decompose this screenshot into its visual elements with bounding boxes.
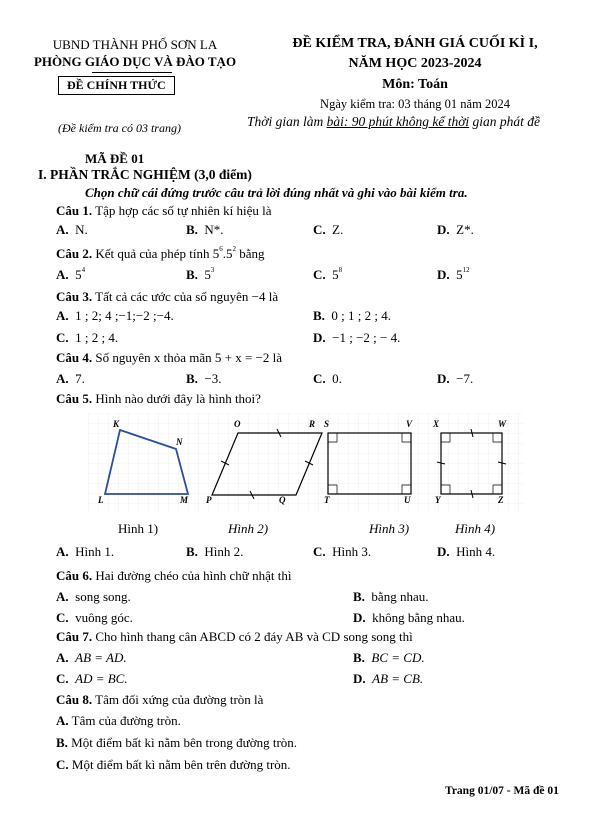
q8-option-c: C. Một điểm bất kì nằm bên trên đường tròn. xyxy=(56,757,291,772)
org-line2 xyxy=(20,54,250,70)
page-note: (Đề kiểm tra có 03 trang) xyxy=(58,121,181,135)
label-W: W xyxy=(498,419,507,429)
time-suffix: gian phát đề xyxy=(469,114,541,129)
q8-option-b: B. Một điểm bất kì nằm bên trong đường tròn. xyxy=(56,735,298,750)
q6-option-a: A. song song. xyxy=(56,589,131,604)
q1-option-b: B. N*. xyxy=(186,222,224,237)
q5-option-b: B. Hình 2. xyxy=(186,544,244,559)
org-line2-text: PHÒNG GIÁO DỤC VÀ ĐÀO TẠO xyxy=(33,54,237,69)
time-prefix: Thời gian làm xyxy=(247,114,327,129)
q8-label: Câu 8. xyxy=(56,692,93,707)
label-P: P xyxy=(206,495,212,505)
q1-option-d: D. Z*. xyxy=(437,222,474,237)
q5-option-c: C. Hình 3. xyxy=(313,544,372,559)
label-Q: Q xyxy=(279,495,286,505)
q8-stem: Câu 8. Tâm đối xứng của đường tròn là xyxy=(56,692,264,707)
q5-figures xyxy=(88,413,524,513)
section-title: I. PHẦN TRẮC NGHIỆM (3,0 điểm) xyxy=(38,167,252,182)
q5-option-a: A. Hình 1. xyxy=(56,544,115,559)
label-T: T xyxy=(324,495,330,505)
q6-stem: Câu 6. Hai đường chéo của hình chữ nhật thì xyxy=(56,568,292,583)
q2-stem: Câu 2. Kết quả của phép tính $5^6.5^2$ bằng xyxy=(56,245,265,261)
q2-option-a: A. $5^4$ xyxy=(56,266,86,282)
label-V: V xyxy=(406,419,413,429)
q6-option-c: C. vuông góc. xyxy=(56,610,133,625)
q3-option-c: C. 1 ; 2 ; 4. xyxy=(56,330,119,345)
label-L: L xyxy=(98,495,104,505)
q5-label: Câu 5. xyxy=(56,391,93,406)
q3-stem: Câu 3. Tất cả các ước của số nguyên −4 là xyxy=(56,289,279,304)
q1-option-c: C. Z. xyxy=(313,222,344,237)
q6-option-b: B. bằng nhau. xyxy=(353,589,429,604)
subject: Môn: Toán xyxy=(382,77,448,92)
q4-stem: Câu 4. Số nguyên x thỏa mãn 5 + x = −2 là xyxy=(56,350,283,365)
q1-label: Câu 1. xyxy=(56,203,93,218)
label-O: O xyxy=(234,419,241,429)
caption-figure-1: Hình 1) xyxy=(118,521,159,536)
q7-stem: Câu 7. Cho hình thang cân ABCD có 2 đáy AB và CD song song thì xyxy=(56,629,413,644)
q4-label: Câu 4. xyxy=(56,350,93,365)
q6-option-d: D. không bằng nhau. xyxy=(353,610,465,625)
org-underline xyxy=(92,72,172,73)
q1-text: Tập hợp các số tự nhiên kí hiệu là xyxy=(92,203,272,218)
q7-option-a: A. AB = AD. xyxy=(56,650,127,665)
page-footer: Trang 01/07 - Mã đề 01 xyxy=(445,785,559,797)
q4-option-d: D. −7. xyxy=(437,371,474,386)
q7-option-b: B. BC = CD. xyxy=(353,650,425,665)
exam-date: Ngày kiểm tra: 03 tháng 01 năm 2024 xyxy=(320,97,510,111)
q7-option-d: D. AB = CB. xyxy=(353,671,424,686)
caption-figure-4: Hình 4) xyxy=(455,521,496,536)
q2-option-b: B. $5^3$ xyxy=(186,266,215,282)
time-underlined: bài: 90 phút không kể thời xyxy=(326,114,470,129)
q1-stem xyxy=(56,203,272,219)
q2-option-c: C. $5^8$ xyxy=(313,266,343,282)
q8-option-a: A. Tâm của đường tròn. xyxy=(56,713,181,728)
q4-option-b: B. −3. xyxy=(186,371,222,386)
official-badge: ĐỀ CHÍNH THỨC xyxy=(58,76,175,95)
label-Z: Z xyxy=(498,495,504,505)
q2-option-d: D. $5^{12}$ xyxy=(437,266,470,282)
exam-title-1: ĐỀ KIỂM TRA, ĐÁNH GIÁ CUỐI KÌ I, xyxy=(292,36,538,51)
q2-label: Câu 2. xyxy=(56,246,93,261)
exam-code: MÃ ĐỀ 01 xyxy=(85,151,145,166)
q3-option-a: A. 1 ; 2; 4 ;−1;−2 ;−4. xyxy=(56,308,174,323)
label-M: M xyxy=(180,495,189,505)
section-instruction: Chọn chữ cái đứng trước câu trả lời đúng nhất và ghi vào bài kiểm tra. xyxy=(85,185,468,200)
q1-option-a: A. N. xyxy=(56,222,88,237)
q7-option-c: C. AD = BC. xyxy=(56,671,128,686)
exam-title-2: NĂM HỌC 2023-2024 xyxy=(348,56,482,71)
q3-option-b: B. 0 ; 1 ; 2 ; 4. xyxy=(313,308,392,323)
q3-label: Câu 3. xyxy=(56,289,93,304)
q5-stem: Câu 5. Hình nào dưới đây là hình thoi? xyxy=(56,391,261,406)
caption-figure-2: Hình 2) xyxy=(228,521,269,536)
q4-option-a: A. 7. xyxy=(56,371,85,386)
q7-label: Câu 7. xyxy=(56,629,93,644)
label-N: N xyxy=(176,437,183,447)
label-S: S xyxy=(324,419,330,429)
label-X: X xyxy=(433,419,440,429)
label-Y: Y xyxy=(435,495,441,505)
q5-option-d: D. Hình 4. xyxy=(437,544,496,559)
label-R: R xyxy=(309,419,316,429)
time-line xyxy=(247,114,540,130)
label-K: K xyxy=(113,419,120,429)
q6-label: Câu 6. xyxy=(56,568,93,583)
q4-option-c: C. 0. xyxy=(313,371,342,386)
caption-figure-3: Hình 3) xyxy=(369,521,410,536)
label-U: U xyxy=(404,495,411,505)
q3-option-d: D. −1 ; −2 ; − 4. xyxy=(313,330,401,345)
org-line1: UBND THÀNH PHỐ SƠN LA xyxy=(52,37,218,52)
